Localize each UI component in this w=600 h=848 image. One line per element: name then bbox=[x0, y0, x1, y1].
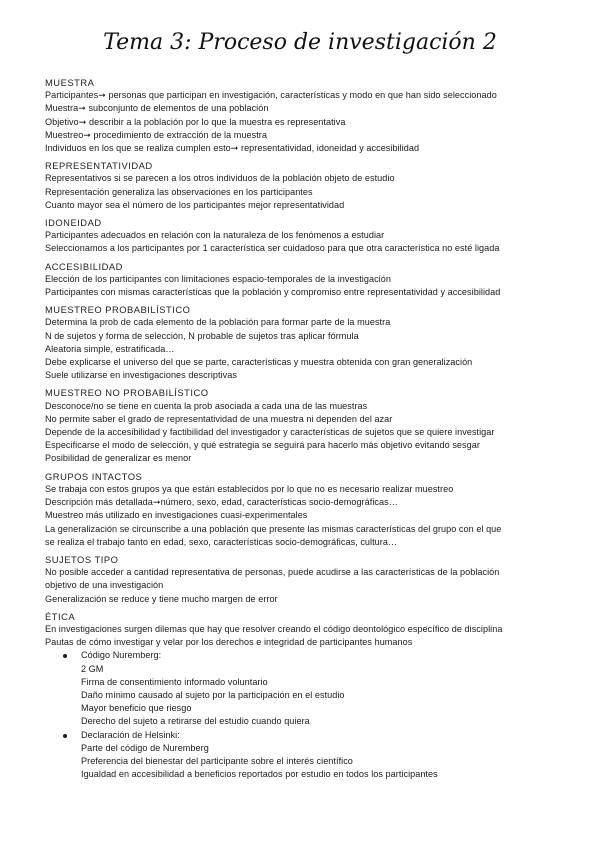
text-line: Desconoce/no se tiene en cuenta la prob asociada a cada una de las muestras bbox=[45, 400, 368, 411]
text-line: Muestreo➞ procedimiento de extracción de la muestra bbox=[45, 129, 267, 140]
section-muestra bbox=[45, 76, 560, 155]
text-line: Suele utilizarse en investigaciones descriptivas bbox=[45, 370, 237, 381]
text-line: Generalización se reduce y tiene mucho margen de error bbox=[45, 593, 278, 604]
text-line: Preferencia del bienestar del participante sobre el interés científico bbox=[81, 755, 353, 766]
section-heading: SUJETOS TIPO bbox=[45, 553, 119, 565]
bullet-icon bbox=[63, 734, 67, 738]
text-line: En investigaciones surgen dilemas que hay que resolver creando el código deontológico específico de disciplina bbox=[45, 623, 503, 634]
bullet-icon bbox=[63, 654, 67, 658]
section-grupos-intactos bbox=[45, 470, 560, 549]
text-line: Cuanto mayor sea el número de los participantes mejor representatividad bbox=[45, 199, 345, 210]
text-line: No posible acceder a cantidad representativa de personas, puede acudirse a las características de la población bbox=[45, 567, 500, 578]
text-line: Pautas de cómo investigar y velar por los derechos e integridad de participantes humanos bbox=[45, 637, 413, 648]
list-item bbox=[45, 649, 560, 728]
section-heading: MUESTREO NO PROBABILÍSTICO bbox=[45, 387, 209, 399]
list-item bbox=[45, 729, 560, 782]
section-heading: MUESTREO PROBABILÍSTICO bbox=[45, 304, 191, 316]
section-sujetos-tipo bbox=[45, 553, 560, 606]
text-line: Igualdad en accesibilidad a beneficios reportados por estudio en todos los participantes bbox=[81, 769, 438, 780]
section-representatividad bbox=[45, 159, 560, 212]
section-heading: REPRESENTATIVIDAD bbox=[45, 160, 153, 172]
text-line: Representación generaliza las observaciones en los participantes bbox=[45, 186, 313, 197]
text-line: Firma de consentimiento informado voluntario bbox=[81, 676, 268, 687]
page-title: Tema 3: Proceso de investigación 2 bbox=[103, 30, 497, 55]
text-line: Debe explicarse el universo del que se parte, características y muestra obtenida con gran generalización bbox=[45, 357, 473, 368]
text-line: Elección de los participantes con limitaciones espacio-temporales de la investigación bbox=[45, 273, 391, 284]
section-heading: GRUPOS INTACTOS bbox=[45, 470, 143, 482]
text-line: Derecho del sujeto a retirarse del estudio cuando quiera bbox=[81, 716, 310, 727]
text-line: Especificarse el modo de selección, y qué estrategia se seguirá para hacerlo más objetivo evitando sesgar bbox=[45, 440, 480, 451]
text-line: Muestreo más utilizado en investigaciones cuasi-experimentales bbox=[45, 510, 308, 521]
text-line: Participantes adecuados en relación con la naturaleza de los fenómenos a estudiar bbox=[45, 230, 385, 241]
section-accesibilidad bbox=[45, 260, 560, 300]
text-line: Parte del código de Nuremberg bbox=[81, 742, 209, 753]
section-muestreo-probabilistico bbox=[45, 303, 560, 382]
text-line: objetivo de una investigación bbox=[45, 580, 164, 591]
bullet-label: Código Nuremberg: bbox=[81, 650, 162, 661]
text-line: Muestra➞ subconjunto de elementos de una población bbox=[45, 103, 269, 114]
text-line: Seleccionamos a los participantes por 1 característica ser cuidadoso para que otra característica no esté ligada bbox=[45, 243, 500, 254]
text-line: Posibilidad de generalizar es menor bbox=[45, 453, 192, 464]
text-line: Participantes con mismas características que la población y compromiso entre representatividad y accesibilidad bbox=[45, 287, 501, 298]
section-idoneidad bbox=[45, 216, 560, 256]
text-line: Aleatoria simple, estratificada… bbox=[45, 343, 175, 354]
bullet-list bbox=[45, 649, 560, 781]
text-line: Depende de la accesibilidad y factibilidad del investigador y características de sujetos que se quiere investigar bbox=[45, 427, 495, 438]
bullet-label: Declaración de Helsinki: bbox=[81, 729, 180, 740]
section-heading: IDONEIDAD bbox=[45, 217, 102, 229]
section-heading: ACCESIBILIDAD bbox=[45, 260, 123, 272]
notes-body bbox=[45, 76, 560, 785]
section-etica bbox=[45, 610, 560, 782]
text-line: Individuos en los que se realiza cumplen esto➞ representatividad, idoneidad y accesibilidad bbox=[45, 143, 420, 154]
text-line: Representativos si se parecen a los otros individuos de la población objeto de estudio bbox=[45, 173, 395, 184]
text-line: No permite saber el grado de representatividad de una muestra ni dependen del azar bbox=[45, 413, 393, 424]
text-line: Participantes➞ personas que participan en investigación, características y modo en que han sido seleccionado bbox=[45, 90, 497, 101]
text-line: Determina la prob de cada elemento de la población para formar parte de la muestra bbox=[45, 317, 391, 328]
text-line: 2 GM bbox=[81, 663, 104, 674]
text-line: La generalización se circunscribe a una población que presente las mismas características del grupo con el que bbox=[45, 523, 502, 534]
text-line: se realiza el trabajo tanto en edad, sexo, características socio-demográficas, cultura… bbox=[45, 536, 398, 547]
text-line: Objetivo➞ describir a la población por lo que la muestra es representativa bbox=[45, 116, 346, 127]
text-line: Daño mínimo causado al sujeto por la participación en el estudio bbox=[81, 689, 345, 700]
text-line: Se trabaja con estos grupos ya que están establecidos por lo que no es necesario realizar muestreo bbox=[45, 483, 454, 494]
section-heading: ÉTICA bbox=[45, 610, 76, 622]
text-line: Descripción más detallada➞número, sexo, edad, características socio-demográficas… bbox=[45, 497, 398, 508]
text-line: N de sujetos y forma de selección, N probable de sujetos tras aplicar fórmula bbox=[45, 330, 359, 341]
section-heading: MUESTRA bbox=[45, 77, 95, 88]
section-muestreo-no-probabilistico bbox=[45, 386, 560, 465]
text-line: Mayor beneficio que riesgo bbox=[81, 703, 192, 714]
